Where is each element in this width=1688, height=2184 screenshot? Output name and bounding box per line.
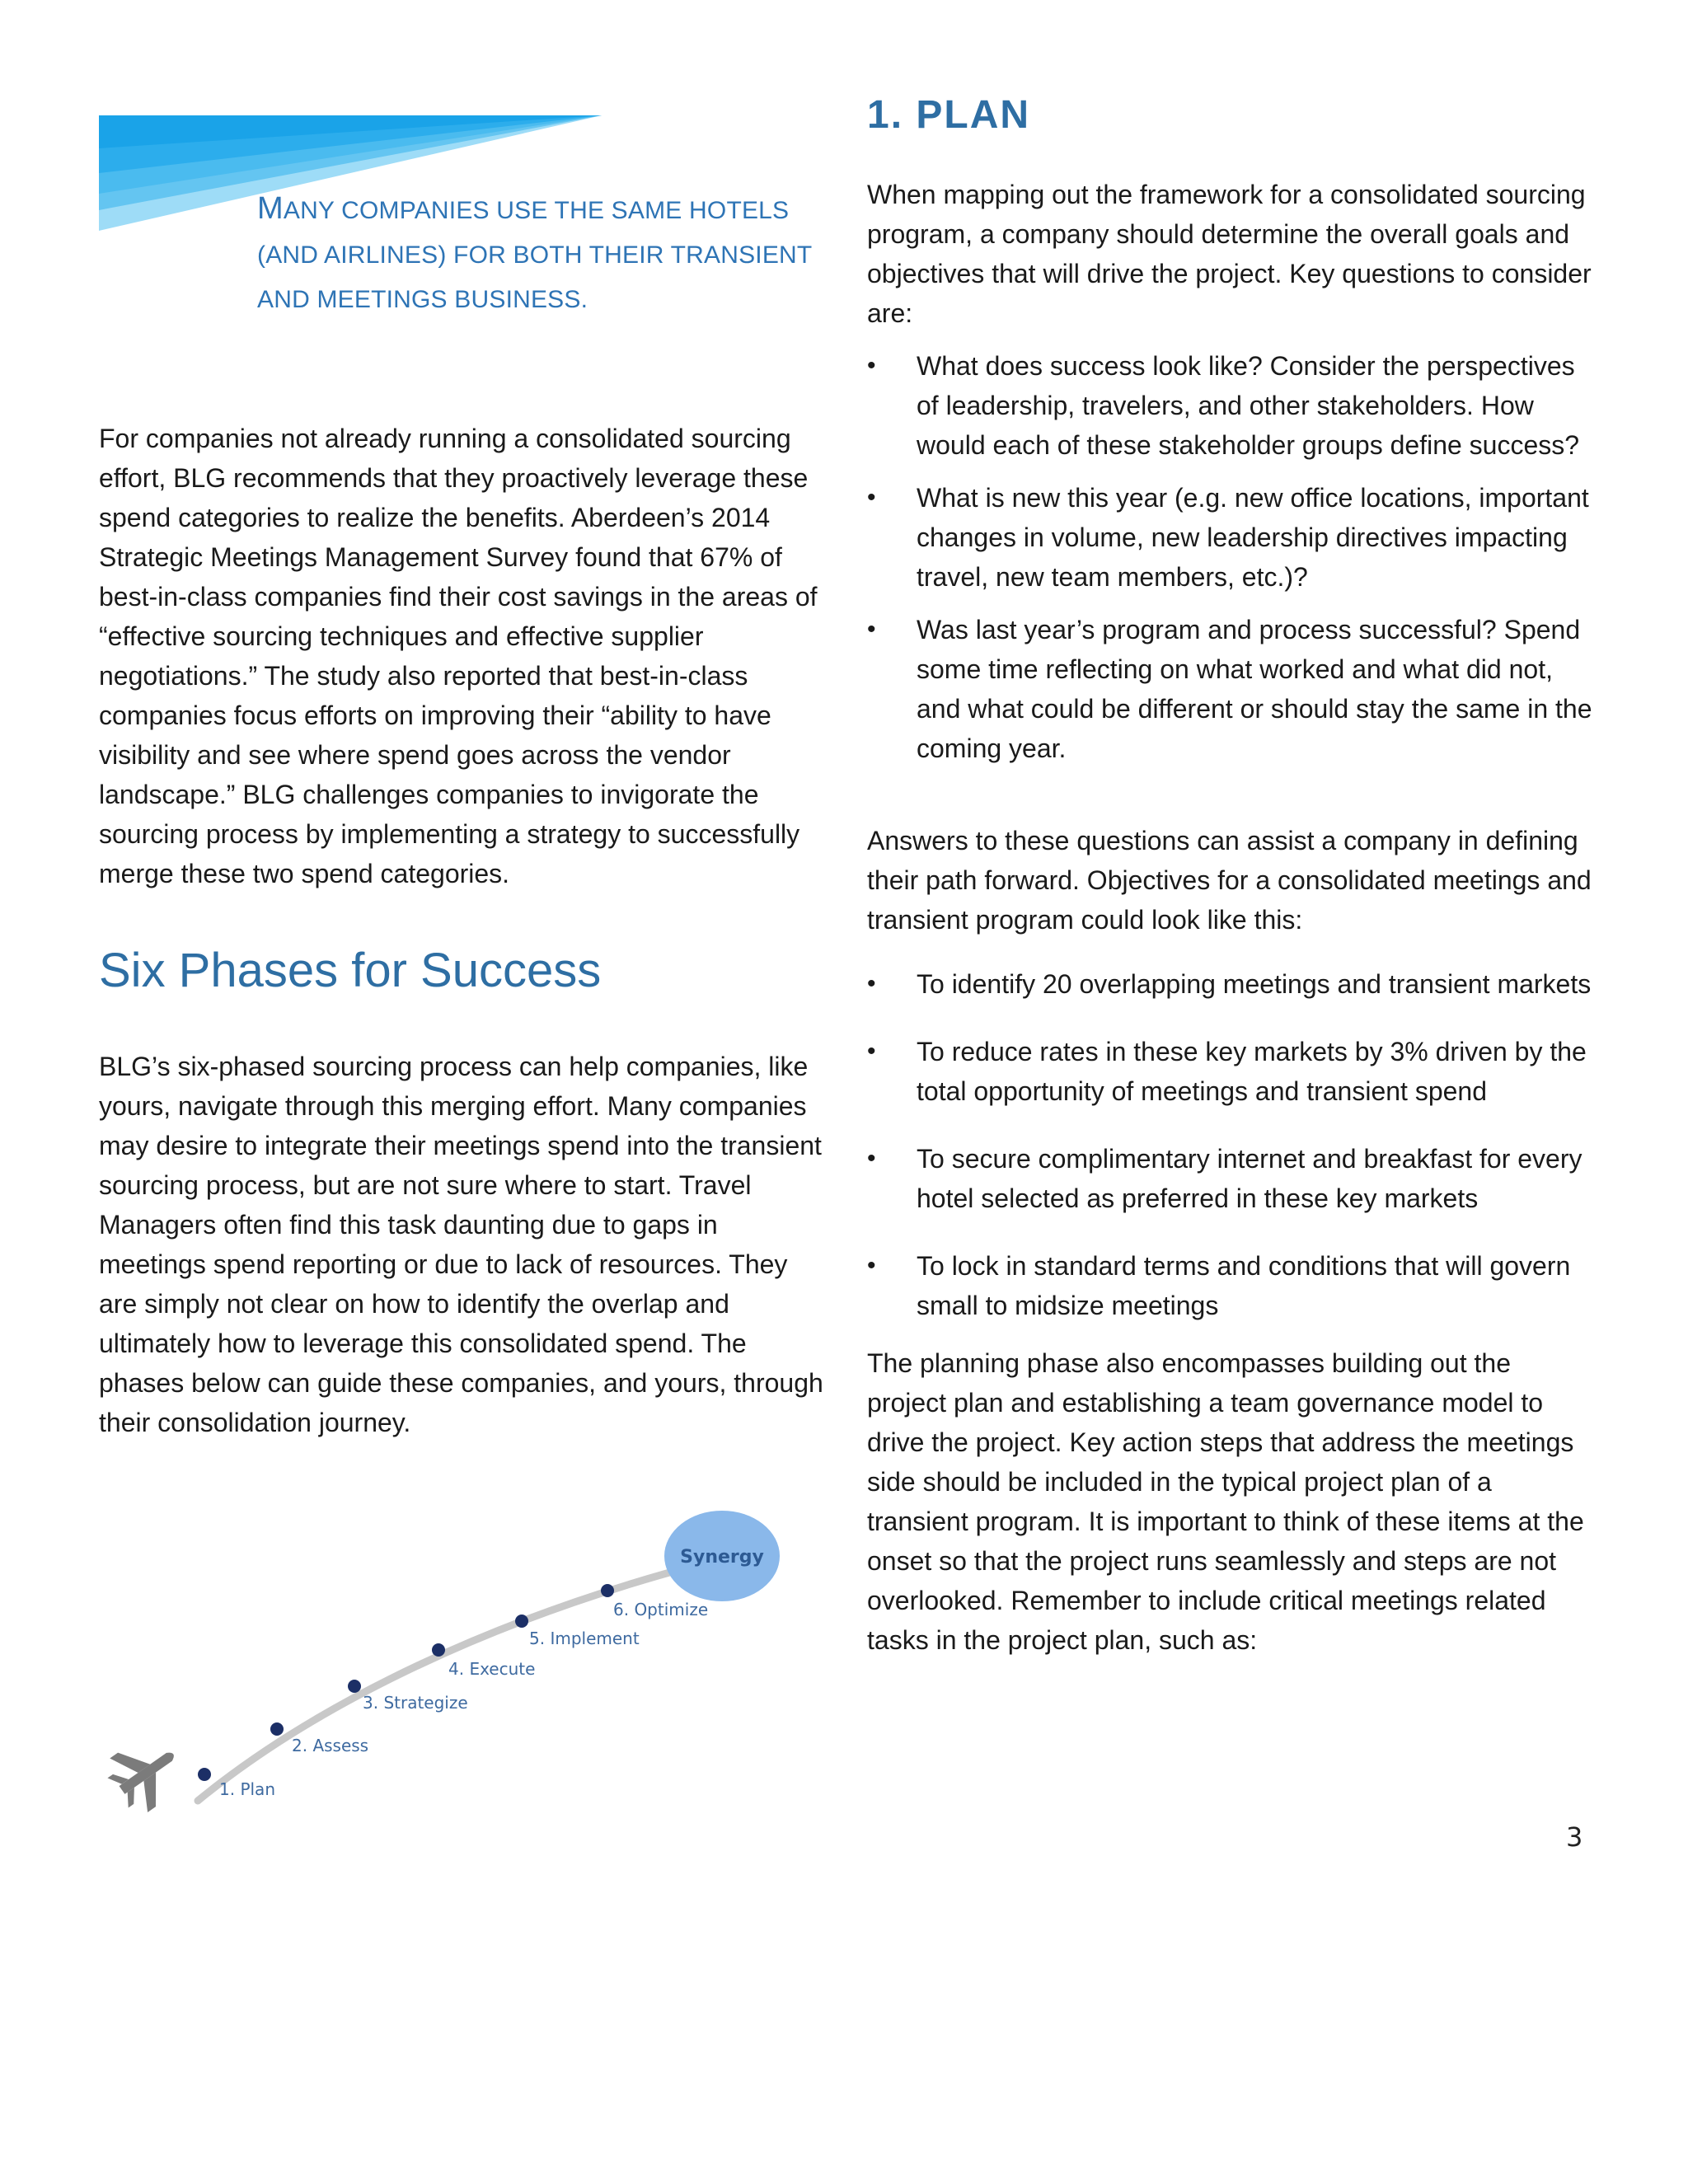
plan-heading: 1. PLAN bbox=[867, 93, 1031, 137]
list-item: • What does success look like? Consider the perspectives of leadership, travelers, and other stakeholders. How would each of these stakeholder groups define success? bbox=[867, 346, 1592, 465]
phase-dot-plan bbox=[198, 1768, 211, 1781]
left-column bbox=[99, 419, 824, 1442]
phase-label-assess: 2. Assess bbox=[292, 1736, 369, 1755]
phase-dot-assess bbox=[270, 1722, 284, 1736]
plan-intro-paragraph: When mapping out the framework for a consolidated sourcing program, a company should determine the overall goals and objectives that will drive the project. Key questions to consider are: bbox=[867, 180, 1592, 328]
list-item: • To secure complimentary internet and breakfast for every hotel selected as preferred in these key markets bbox=[867, 1139, 1592, 1218]
list-item: • To reduce rates in these key markets by 3% driven by the total opportunity of meetings and transient spend bbox=[867, 1032, 1592, 1111]
six-phases-diagram bbox=[99, 1492, 824, 1838]
synergy-label: Synergy bbox=[680, 1547, 764, 1568]
phase-label-strategize: 3. Strategize bbox=[363, 1693, 468, 1713]
intro-paragraph: For companies not already running a consolidated sourcing effort, BLG recommends that they proactively leverage these spend categories to realize the benefits. Aberdeen’s 2014 Strategic Meetings Management Survey found that 67% of best-in-class companies find their cost savings in the areas of “effective sourcing techniques and effective supplier negotiations.” The study also reported that best-in-class companies focus efforts on improving their “ability to have visibility and see where spend goes across the vendor landscape.” BLG challenges companies to invigorate the sourcing process by implementing a strategy to successfully merge these two spend categories. bbox=[99, 424, 818, 888]
phase-label-implement: 5. Implement bbox=[529, 1629, 640, 1648]
key-questions-list bbox=[867, 346, 1592, 768]
phase-path bbox=[198, 1558, 725, 1801]
phase-label-execute: 4. Execute bbox=[448, 1659, 536, 1679]
list-item: • What is new this year (e.g. new office locations, important changes in volume, new leadership directives impacting travel, new team members, etc.)? bbox=[867, 478, 1592, 597]
planning-paragraph: The planning phase also encompasses building out the project plan and establishing a team governance model to drive the project. Key action steps that address the meetings side should be included in the typical project plan of a transient program. It is important to think of these items at the onset so that the project runs seamlessly and steps are not overlooked. Remember to include critical meetings related tasks in the project plan, such as: bbox=[867, 1348, 1584, 1655]
list-item: • To identify 20 overlapping meetings and transient markets bbox=[867, 964, 1592, 1004]
phase-label-plan: 1. Plan bbox=[219, 1779, 275, 1799]
phase-dot-execute bbox=[432, 1643, 445, 1657]
phase-dot-optimize bbox=[601, 1584, 614, 1597]
objectives-list bbox=[867, 964, 1592, 1325]
phase-label-optimize: 6. Optimize bbox=[613, 1600, 709, 1619]
list-item: • To lock in standard terms and conditions that will govern small to midsize meetings bbox=[867, 1246, 1592, 1325]
list-item: • Was last year’s program and process successful? Spend some time reflecting on what worked and what did not, and what could be different or should stay the same in the coming year. bbox=[867, 610, 1592, 768]
answers-paragraph: Answers to these questions can assist a company in defining their path forward. Objectives for a consolidated meetings and transient program could look like this: bbox=[867, 826, 1592, 935]
section-title: Six Phases for Success bbox=[99, 944, 602, 997]
airplane-icon bbox=[99, 1727, 192, 1821]
phase-dot-implement bbox=[515, 1615, 528, 1628]
page-number: 3 bbox=[1566, 1821, 1583, 1853]
phase-dot-strategize bbox=[348, 1680, 361, 1693]
right-column bbox=[867, 92, 1592, 1660]
pull-quote: MANY COMPANIES USE THE SAME HOTELS (AND AIRLINES) FOR BOTH THEIR TRANSIENT AND MEETINGS BUSINESS. bbox=[257, 191, 812, 313]
phases-paragraph: BLG’s six-phased sourcing process can help companies, like yours, navigate through this merging effort. Many companies may desire to integrate their meetings spend into the transient sourcing process, but are not sure where to start. Travel Managers often find this task daunting due to gaps in meetings spend reporting or due to lack of resources. They are simply not clear on how to identify the overlap and ultimately how to leverage this consolidated spend. The phases below can guide these companies, and yours, through their consolidation journey. bbox=[99, 1052, 823, 1437]
